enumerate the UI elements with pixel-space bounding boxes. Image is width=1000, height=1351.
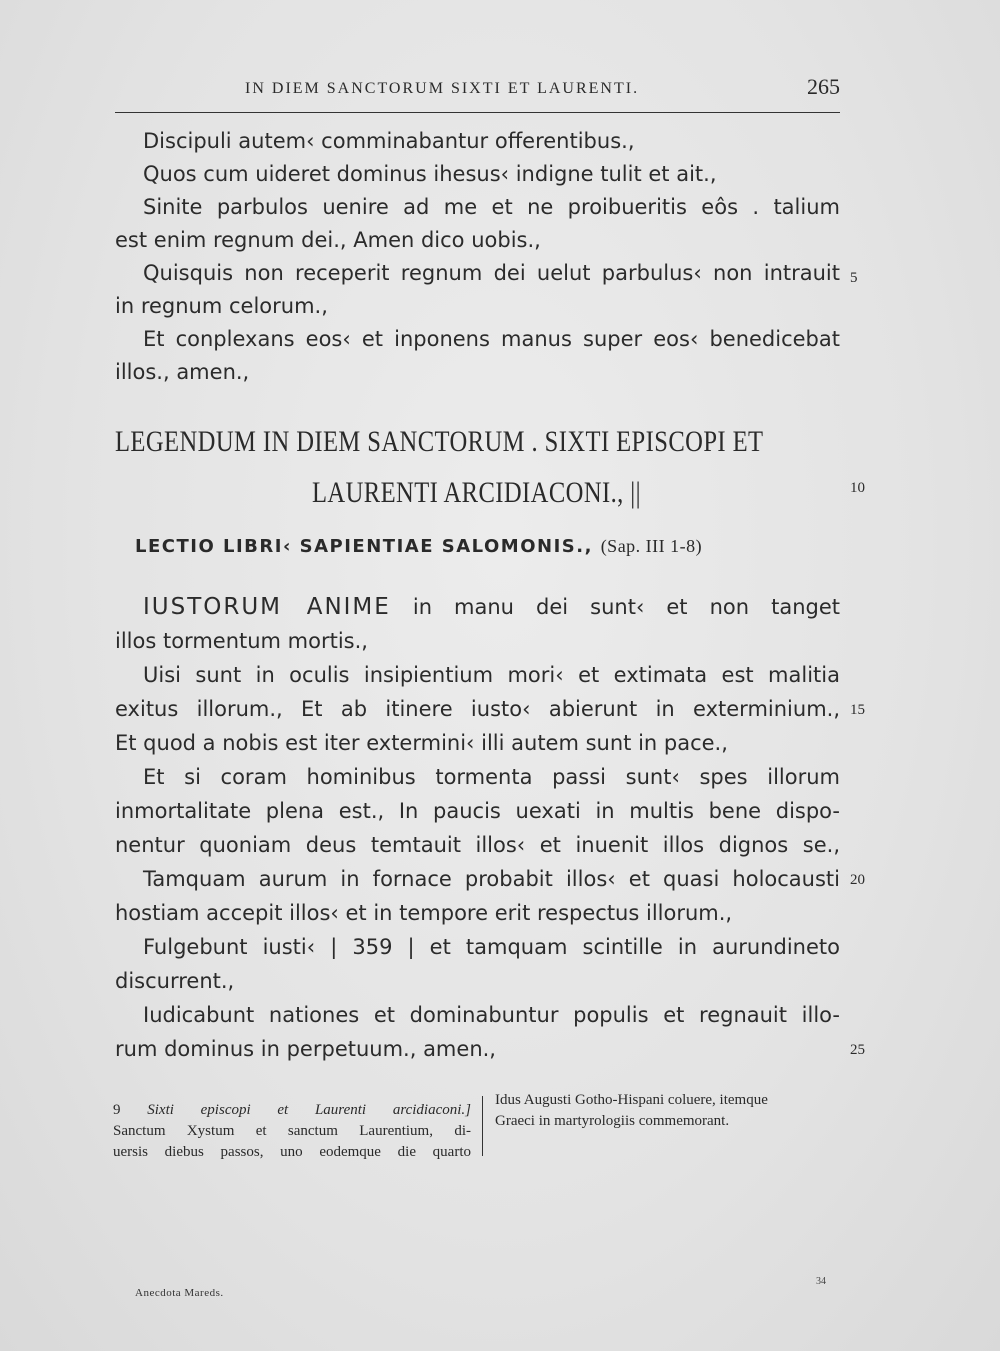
footnote-right-column [495, 1090, 843, 1132]
footnote-line: Graeci in martyrologiis commemorant. [495, 1113, 730, 1129]
section-title-line-2: LAURENTI ARCIDIACONI., || [312, 476, 641, 509]
footnote-line: uersis diebus passos, uno eodemque die quarto [113, 1144, 471, 1160]
printer-signature: Anecdota Mareds. [135, 1287, 224, 1299]
running-head: IN DIEM SANCTORUM SIXTI ET LAURENTI. [245, 80, 640, 97]
line-number: 15 [850, 702, 865, 718]
lesson-incipit: IUSTORUM ANIME [143, 594, 391, 620]
footnote-column-divider [482, 1096, 483, 1156]
text-line: nentur quoniam deus temtauit illos‹ et inuenit illos dignos se., [115, 833, 840, 857]
footnote-number: 9 [113, 1102, 121, 1118]
footnote-line: Sanctum Xystum et sanctum Laurentium, di- [113, 1123, 471, 1139]
text-line: Iudicabunt nationes et dominabuntur populis et regnauit illo- [143, 1003, 840, 1027]
text-line: Et quod a nobis est iter extermini‹ illi autem sunt in pace., [115, 731, 728, 755]
text-line: est enim regnum dei., Amen dico uobis., [115, 228, 541, 252]
footnote-lemma: Sixti episcopi et Laurenti arcidiaconi.] [147, 1102, 471, 1118]
sheet-mark: 34 [816, 1276, 826, 1287]
scripture-reference: (Sap. III 1-8) [600, 536, 703, 556]
text-line: Discipuli autem‹ comminabantur offerentibus., [143, 129, 635, 153]
text-line: discurrent., [115, 969, 235, 993]
lesson-line-rest: in manu dei sunt‹ et non tanget [390, 595, 840, 619]
text-line: Tamquam aurum in fornace probabit illos‹ et quasi holocausti [143, 867, 840, 891]
line-number: 25 [850, 1042, 865, 1058]
line-number: 10 [850, 480, 865, 496]
line-number: 5 [850, 270, 858, 286]
page-number: 265 [807, 74, 840, 99]
text-line: hostiam accepit illos‹ et in tempore erit respectus illorum., [115, 901, 733, 925]
text-line: in regnum celorum., [115, 294, 328, 318]
text-line: Et conplexans eos‹ et inponens manus super eos‹ benedicebat [143, 327, 840, 351]
text-line [143, 594, 840, 620]
text-line: illos., amen., [115, 360, 250, 384]
lesson-heading [135, 536, 702, 557]
footnote-left-column [113, 1100, 471, 1163]
page-header [115, 74, 845, 112]
footnote-line: Idus Augusti Gotho-Hispani coluere, itemque [495, 1092, 768, 1108]
lesson-heading-text: LECTIO LIBRI‹ SAPIENTIAE SALOMONIS., [135, 536, 593, 557]
footnote-line [113, 1100, 471, 1121]
text-line: Quos cum uideret dominus ihesus‹ indigne tulit et ait., [143, 162, 717, 186]
header-rule [115, 112, 840, 113]
text-line: Uisi sunt in oculis insipientium mori‹ et extimata est malitia [143, 663, 840, 687]
text-line: Fulgebunt iusti‹ | 359 | et tamquam scintille in aurundineto [143, 935, 840, 959]
text-line: illos tormentum mortis., [115, 629, 368, 653]
section-title-line-1: LEGENDUM IN DIEM SANCTORUM . SIXTI EPISCOPI ET [115, 425, 764, 458]
text-line: inmortalitate plena est., In paucis uexati in multis bene dispo- [115, 799, 840, 823]
text-line: rum dominus in perpetuum., amen., [115, 1037, 496, 1061]
line-number: 20 [850, 872, 865, 888]
text-line: Sinite parbulos uenire ad me et ne proibueritis eôs . talium [143, 195, 840, 219]
text-line: Quisquis non receperit regnum dei uelut parbulus‹ non intrauit [143, 261, 840, 285]
text-line: exitus illorum., Et ab itinere iusto‹ abierunt in exterminium., [115, 697, 840, 721]
text-line: Et si coram hominibus tormenta passi sunt‹ spes illorum [143, 765, 840, 789]
